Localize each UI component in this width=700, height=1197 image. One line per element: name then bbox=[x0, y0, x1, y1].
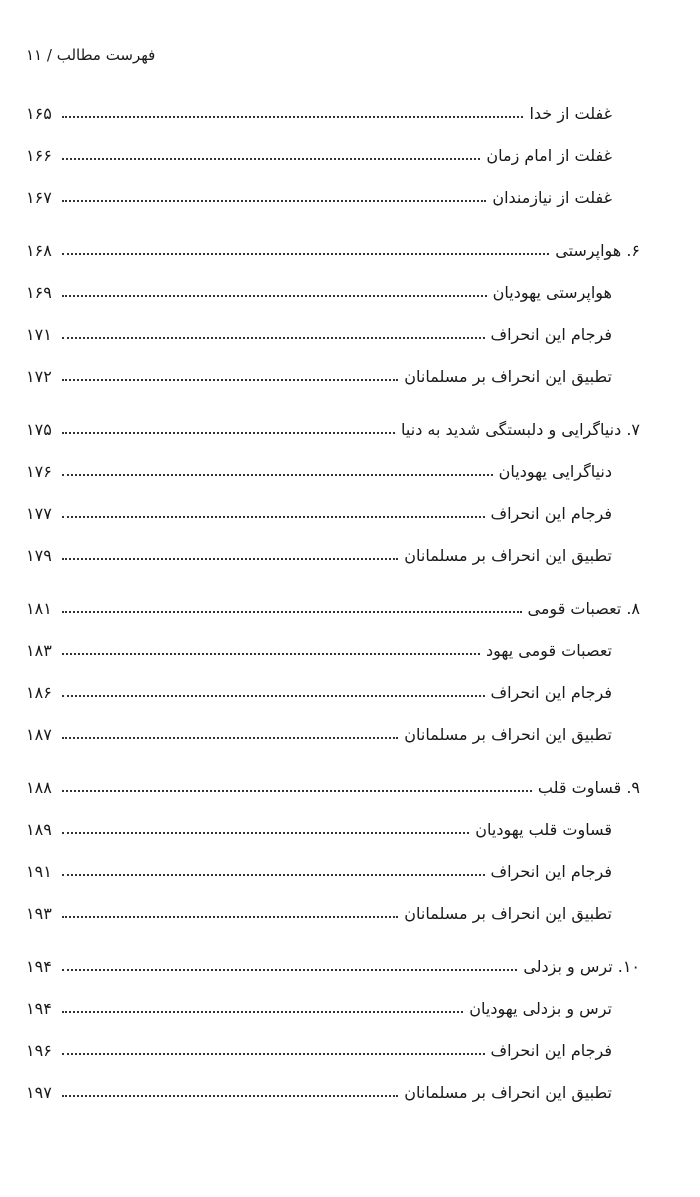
toc-subsection-entry bbox=[26, 671, 640, 713]
toc-entry-title: فرجام این انحراف bbox=[490, 324, 612, 344]
toc-leader-dots bbox=[62, 874, 485, 876]
toc-subsection-entry bbox=[26, 1071, 640, 1113]
toc-subsection-entry bbox=[26, 713, 640, 755]
toc-page-number: ۱۸۹ bbox=[26, 819, 52, 839]
toc-subsection-entry bbox=[26, 850, 640, 892]
toc-subsection-entry bbox=[26, 892, 640, 934]
toc-leader-dots bbox=[62, 200, 486, 202]
toc-subsection-entry bbox=[26, 629, 640, 671]
toc-entry-title: غفلت از امام زمان bbox=[486, 145, 612, 165]
toc-page-number: ۱۹۴ bbox=[26, 998, 52, 1018]
toc-leader-dots bbox=[62, 116, 523, 118]
toc-entry-title: دنیاگرایی یهودیان bbox=[498, 461, 612, 481]
toc-section-entry bbox=[26, 229, 640, 271]
toc-leader-dots bbox=[62, 832, 469, 834]
toc-entry-title: هواپرستی یهودیان bbox=[492, 282, 612, 302]
toc-leader-dots bbox=[62, 1011, 463, 1013]
toc-page-number: ۱۸۸ bbox=[26, 777, 52, 797]
toc-leader-dots bbox=[62, 558, 398, 560]
toc-subsection-entry bbox=[26, 271, 640, 313]
toc-leader-dots bbox=[62, 1095, 398, 1097]
toc-leader-dots bbox=[62, 916, 398, 918]
toc-subsection-entry bbox=[26, 450, 640, 492]
toc-section-entry bbox=[26, 766, 640, 808]
toc-section-entry bbox=[26, 945, 640, 987]
toc-leader-dots bbox=[62, 695, 485, 697]
toc-leader-dots bbox=[62, 158, 480, 160]
toc-page-number: ۱۹۱ bbox=[26, 861, 52, 881]
toc-page-number: ۱۶۹ bbox=[26, 282, 52, 302]
toc-entry-title: تطبیق این انحراف بر مسلمانان bbox=[404, 903, 612, 923]
toc-entry-title: ۶. هواپرستی bbox=[555, 240, 640, 260]
toc-entry-title: تطبیق این انحراف بر مسلمانان bbox=[404, 724, 612, 744]
toc-page-number: ۱۷۷ bbox=[26, 503, 52, 523]
toc-section-entry bbox=[26, 587, 640, 629]
toc-section-entry bbox=[26, 408, 640, 450]
toc-page-number: ۱۸۷ bbox=[26, 724, 52, 744]
toc-entry-title: تطبیق این انحراف بر مسلمانان bbox=[404, 1082, 612, 1102]
toc-leader-dots bbox=[62, 516, 485, 518]
toc-subsection-entry bbox=[26, 987, 640, 1029]
toc-subsection-entry bbox=[26, 808, 640, 850]
toc-subsection-entry bbox=[26, 492, 640, 534]
toc-leader-dots bbox=[62, 653, 480, 655]
toc-page-number: ۱۹۳ bbox=[26, 903, 52, 923]
toc-leader-dots bbox=[62, 474, 493, 476]
toc-entry-title: تطبیق این انحراف بر مسلمانان bbox=[404, 545, 612, 565]
toc-entry-title: فرجام این انحراف bbox=[490, 503, 612, 523]
toc-entry-title: قساوت قلب یهودیان bbox=[475, 819, 612, 839]
toc-leader-dots bbox=[62, 969, 517, 971]
toc-leader-dots bbox=[62, 611, 522, 613]
toc-page-number: ۱۷۲ bbox=[26, 366, 52, 386]
toc-leader-dots bbox=[62, 790, 532, 792]
table-of-contents bbox=[26, 92, 640, 1113]
toc-subsection-entry bbox=[26, 355, 640, 397]
toc-entry-title: فرجام این انحراف bbox=[490, 682, 612, 702]
toc-subsection-entry bbox=[26, 92, 640, 134]
toc-entry-title: غفلت از خدا bbox=[529, 103, 612, 123]
toc-subsection-entry bbox=[26, 134, 640, 176]
toc-entry-title: تعصبات قومی یهود bbox=[485, 640, 612, 660]
toc-page-number: ۱۶۷ bbox=[26, 187, 52, 207]
toc-entry-title: ۹. قساوت قلب bbox=[537, 777, 640, 797]
toc-page-number: ۱۹۴ bbox=[26, 956, 52, 976]
toc-leader-dots bbox=[62, 253, 549, 255]
toc-page-number: ۱۷۱ bbox=[26, 324, 52, 344]
toc-subsection-entry bbox=[26, 534, 640, 576]
toc-entry-title: ۷. دنیاگرایی و دلبستگی شدید به دنیا bbox=[401, 419, 640, 439]
toc-entry-title: ترس و بزدلی یهودیان bbox=[469, 998, 612, 1018]
toc-page-number: ۱۶۶ bbox=[26, 145, 52, 165]
toc-entry-title: فرجام این انحراف bbox=[490, 861, 612, 881]
toc-page-number: ۱۶۵ bbox=[26, 103, 52, 123]
toc-page-number: ۱۹۷ bbox=[26, 1082, 52, 1102]
toc-page-number: ۱۸۳ bbox=[26, 640, 52, 660]
toc-leader-dots bbox=[62, 737, 398, 739]
toc-leader-dots bbox=[62, 1053, 485, 1055]
toc-subsection-entry bbox=[26, 1029, 640, 1071]
toc-leader-dots bbox=[62, 295, 487, 297]
toc-subsection-entry bbox=[26, 176, 640, 218]
toc-entry-title: ۸. تعصبات قومی bbox=[527, 598, 640, 618]
toc-page-number: ۱۶۸ bbox=[26, 240, 52, 260]
toc-page-number: ۱۷۶ bbox=[26, 461, 52, 481]
toc-entry-title: فرجام این انحراف bbox=[490, 1040, 612, 1060]
toc-page-number: ۱۷۹ bbox=[26, 545, 52, 565]
toc-page-number: ۱۸۱ bbox=[26, 598, 52, 618]
toc-page-number: ۱۷۵ bbox=[26, 419, 52, 439]
toc-leader-dots bbox=[62, 337, 485, 339]
toc-page-number: ۱۹۶ bbox=[26, 1040, 52, 1060]
toc-page-number: ۱۸۶ bbox=[26, 682, 52, 702]
toc-subsection-entry bbox=[26, 313, 640, 355]
toc-leader-dots bbox=[62, 432, 395, 434]
toc-entry-title: ۱۰. ترس و بزدلی bbox=[523, 956, 640, 976]
toc-entry-title: غفلت از نیازمندان bbox=[492, 187, 612, 207]
page-header: فهرست مطالب / ۱۱ bbox=[26, 46, 156, 64]
toc-leader-dots bbox=[62, 379, 398, 381]
toc-entry-title: تطبیق این انحراف بر مسلمانان bbox=[404, 366, 612, 386]
